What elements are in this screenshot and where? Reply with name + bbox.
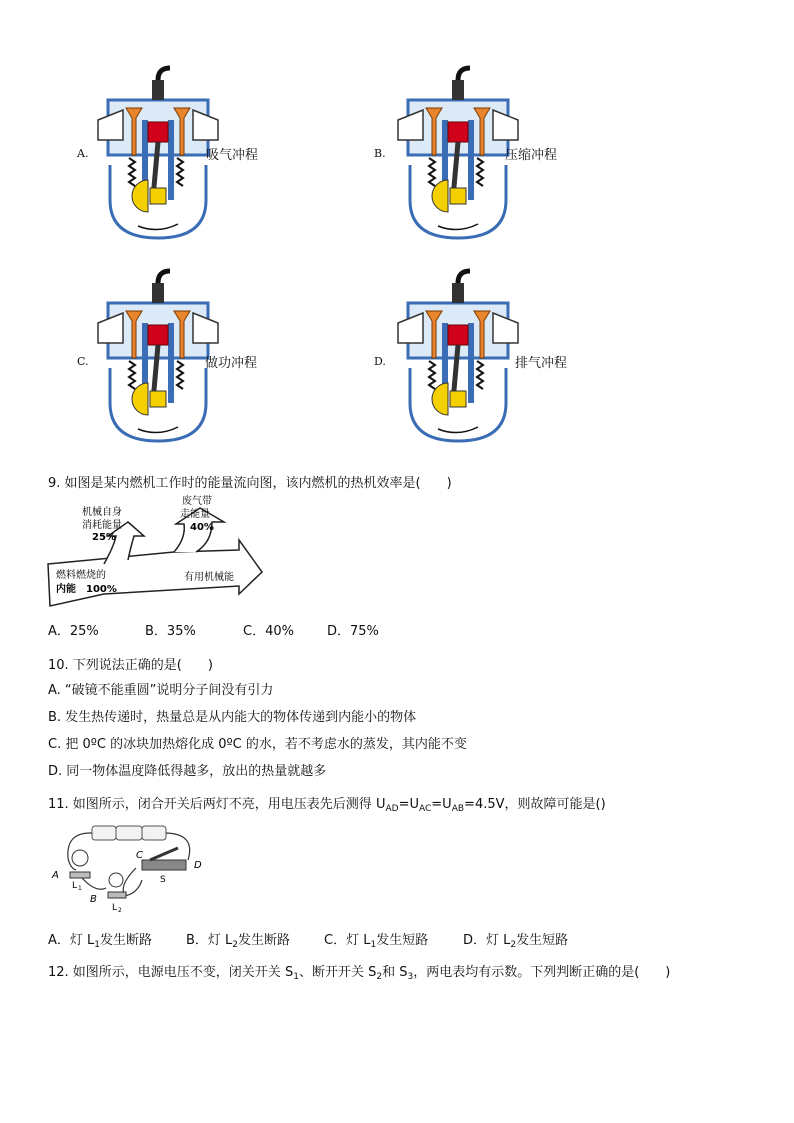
q12-s1: 1 xyxy=(293,972,299,982)
q11-choice-a[interactable] xyxy=(48,929,186,948)
q12-mid1: 、断开开关 S xyxy=(298,965,377,980)
option-a-label: 吸气冲程 xyxy=(206,148,259,163)
circuit-label-l1-sub: 1 xyxy=(78,885,82,892)
option-b-letter: B. xyxy=(374,147,386,160)
mech-loss-line2: 消耗能量 xyxy=(82,520,122,531)
q12-pre: 12. 如图所示，电源电压不变，闭关开关 S xyxy=(48,965,294,980)
q11-b-sub: 2 xyxy=(232,940,239,950)
circuit-label-l2-sub: 2 xyxy=(118,907,122,914)
circuit-label-b: B xyxy=(90,894,97,905)
circuit-diagram xyxy=(46,818,216,918)
q9-choice-c[interactable]: C．40% xyxy=(243,624,294,639)
circuit-label-l2: L xyxy=(112,903,118,913)
option-d-letter: D. xyxy=(374,355,386,368)
q11-sub-ad: AD xyxy=(385,804,399,814)
option-b-label: 压缩冲程 xyxy=(505,148,558,163)
q11-d-pre: D．灯 L xyxy=(463,933,511,948)
q12-stem xyxy=(48,961,670,980)
q11-c-pre: C．灯 L xyxy=(324,933,371,948)
q11-a-pre: A．灯 L xyxy=(48,933,95,948)
q11-choice-d[interactable] xyxy=(463,929,568,948)
q11-choices xyxy=(48,929,568,948)
circuit-label-l1: L xyxy=(72,881,78,891)
circuit-label-s: S xyxy=(160,875,166,885)
fuel-line2: 内能 100% xyxy=(56,584,117,595)
q9-stem: 9. 如图是某内燃机工作时的能量流向图，该内燃机的热机效率是( ) xyxy=(48,476,452,491)
q12-mid2: 和 S xyxy=(382,965,408,980)
q11-eq2: =U xyxy=(431,797,452,812)
exhaust-line1: 废气带 xyxy=(182,496,212,507)
mech-loss-pct: 25% xyxy=(92,532,116,543)
mech-loss-line1: 机械自身 xyxy=(82,507,122,518)
useful-energy: 有用机械能 xyxy=(184,572,234,583)
q9-choice-d[interactable]: D．75% xyxy=(327,624,379,639)
q10-stem: 10. 下列说法正确的是( ) xyxy=(48,658,213,673)
q11-choice-b[interactable] xyxy=(186,929,324,948)
q9-choices xyxy=(48,620,379,639)
q11-d-post: 发生短路 xyxy=(516,933,569,948)
option-d-label: 排气冲程 xyxy=(515,356,568,371)
option-c-letter: C. xyxy=(77,355,89,368)
q10-option-d[interactable]: D. 同一物体温度降低得越多，放出的热量就越多 xyxy=(48,764,327,779)
circuit-label-c: C xyxy=(136,850,143,861)
q12-post: ，两电表均有示数。下列判断正确的是( ) xyxy=(413,965,671,980)
fuel-line1: 燃料燃烧的 xyxy=(56,570,106,581)
q11-c-sub: 1 xyxy=(370,940,377,950)
q9-choice-b[interactable]: B．35% xyxy=(145,624,196,639)
q11-stem xyxy=(48,793,606,812)
q11-eq1: =U xyxy=(398,797,419,812)
exhaust-line2: 走能量 xyxy=(180,509,210,520)
circuit-label-d: D xyxy=(194,860,202,871)
exhaust-pct: 40% xyxy=(190,522,214,533)
option-a-letter: A. xyxy=(77,147,89,160)
q10-option-a[interactable]: A. “破镜不能重圆”说明分子间没有引力 xyxy=(48,683,274,698)
q11-d-sub: 2 xyxy=(510,940,517,950)
q11-b-post: 发生断路 xyxy=(238,933,291,948)
engine-stroke-diagrams xyxy=(0,0,794,470)
circuit-label-a: A xyxy=(52,870,59,881)
q12-s3: 3 xyxy=(407,972,414,982)
q11-sub-ab: AB xyxy=(451,804,465,814)
q11-stem-pre: 11. 如图所示，闭合开关后两灯不亮，用电压表先后测得 U xyxy=(48,797,386,812)
energy-flow-diagram xyxy=(44,494,274,609)
q9-choice-a[interactable]: A．25% xyxy=(48,624,99,639)
q11-a-sub: 1 xyxy=(94,940,101,950)
q10-option-c[interactable]: C. 把 0ºC 的冰块加热熔化成 0ºC 的水，若不考虑水的蒸发，其内能不变 xyxy=(48,737,467,752)
q11-a-post: 发生断路 xyxy=(100,933,153,948)
q12-s2: 2 xyxy=(376,972,383,982)
option-c-label: 做功冲程 xyxy=(205,356,258,371)
q11-b-pre: B．灯 L xyxy=(186,933,233,948)
q11-choice-c[interactable] xyxy=(324,929,463,948)
q11-c-post: 发生短路 xyxy=(376,933,429,948)
q10-option-b[interactable]: B. 发生热传递时，热量总是从内能大的物体传递到内能小的物体 xyxy=(48,710,417,725)
q11-stem-post: =4.5V，则故障可能是() xyxy=(464,797,606,812)
q11-sub-ac: AC xyxy=(418,804,432,814)
